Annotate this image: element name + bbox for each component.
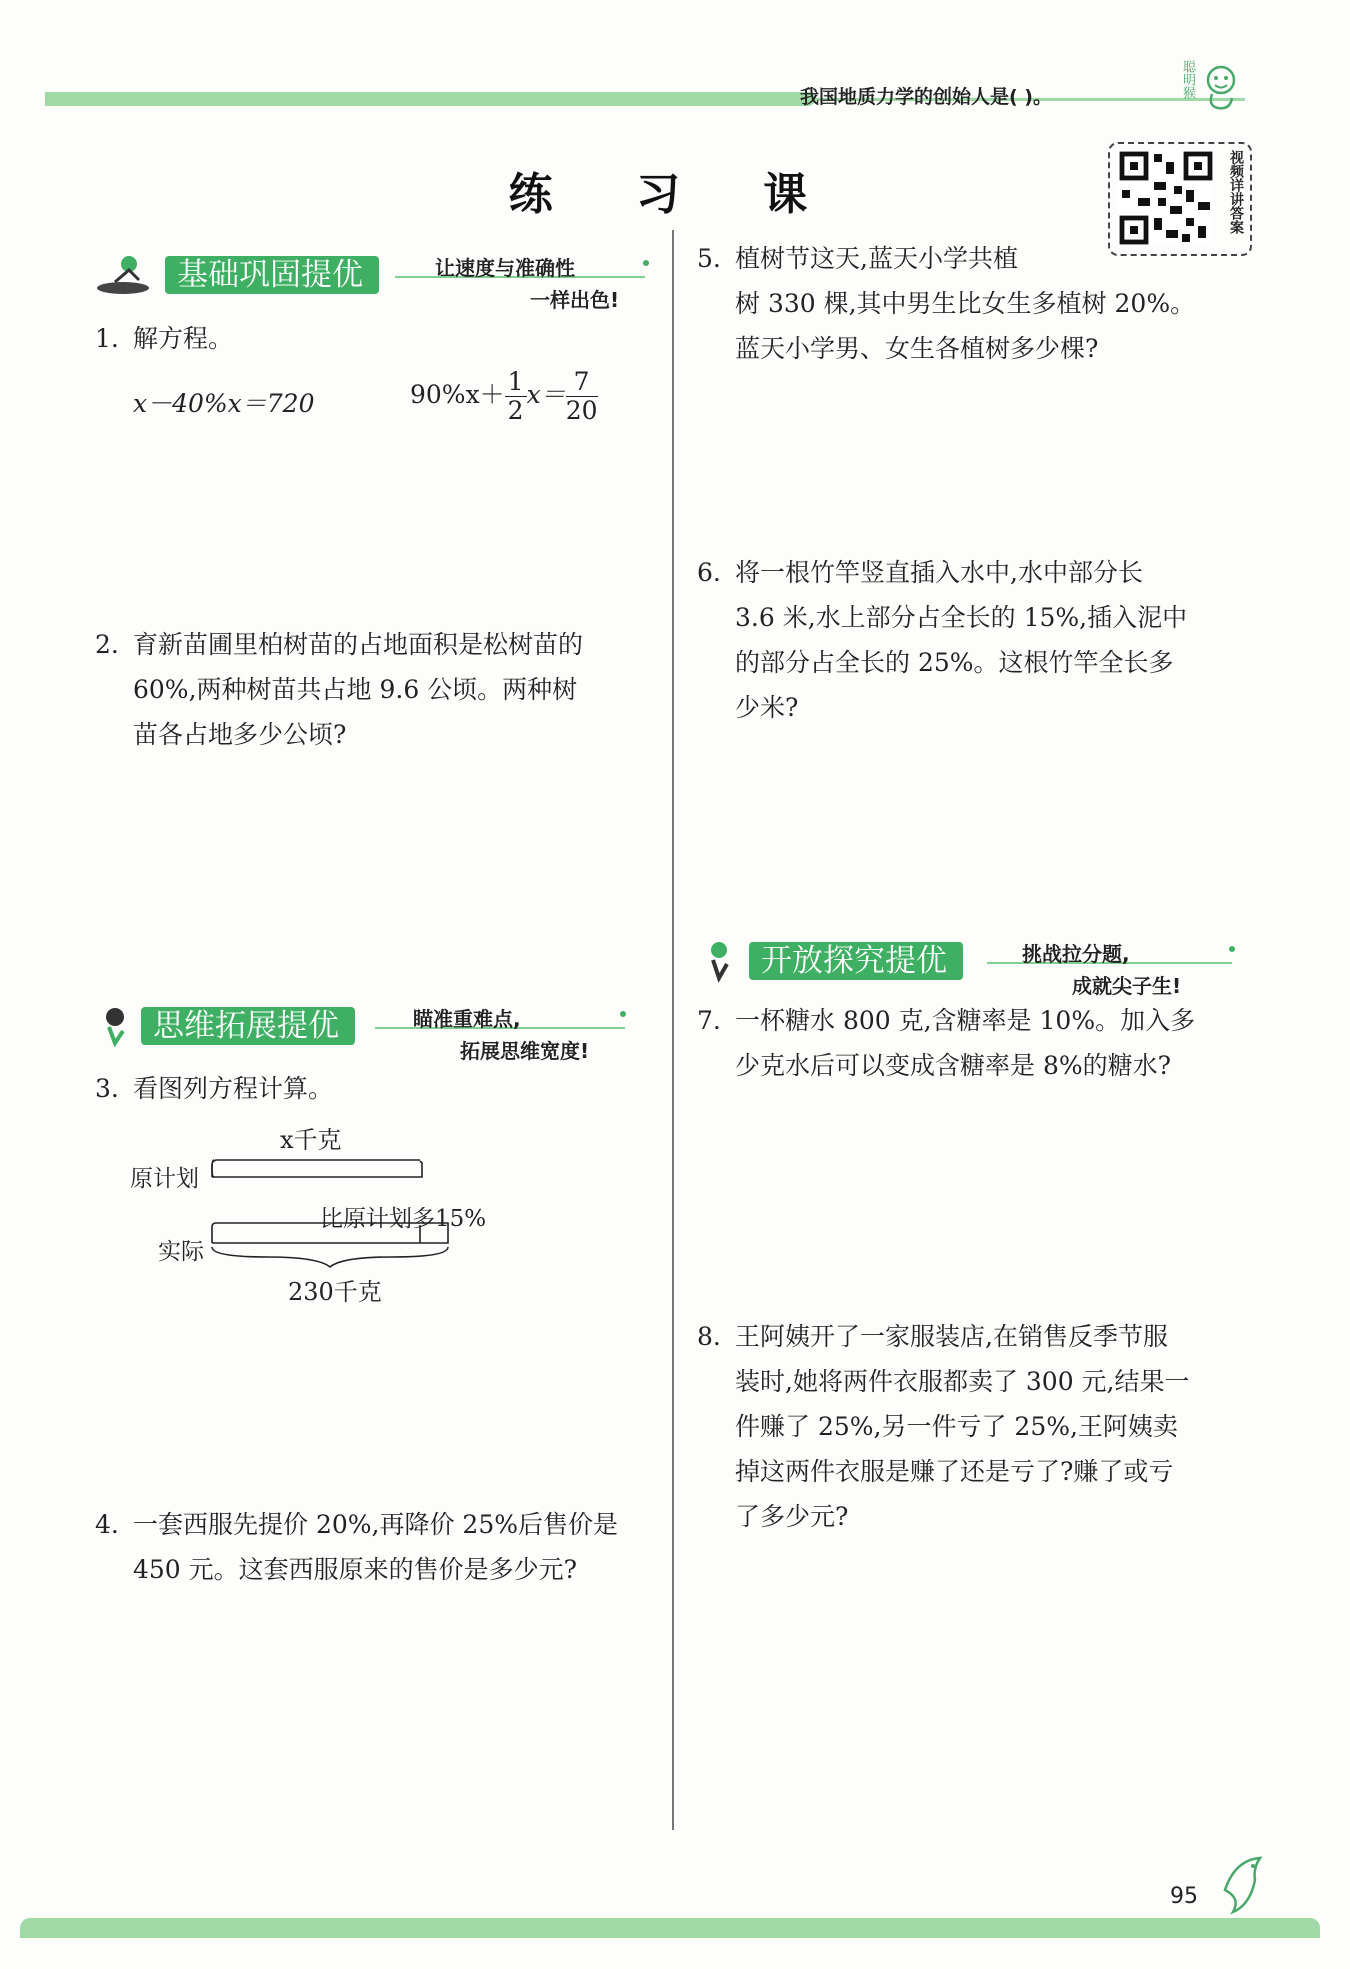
question-line: 的部分占全长的 25%。这根竹竿全长多 [735,648,1174,677]
brand-logo [1170,56,1250,126]
header-question: 我国地质力学的创始人是( )。 [800,86,1052,108]
section-slogan-open-1: 挑战拉分题, [1022,942,1130,966]
fraction-numerator: 7 [566,368,598,397]
section-banner-thinking [95,1003,635,1063]
equation-2 [410,368,598,425]
question-8 [697,1314,1277,1539]
page-title: 练 习 课 [508,169,842,220]
label-x-kg: x千克 [280,1126,342,1154]
question-text: 看图列方程计算。 [133,1074,334,1103]
section-banner-basic [95,252,655,312]
question-line: 3.6 米,水上部分占全长的 15%,插入泥中 [735,603,1188,632]
banner-dot [1229,946,1235,952]
column-divider [672,230,674,1830]
question-line: 王阿姨开了一家服装店,在销售反季节服 [735,1322,1168,1351]
label-more-15: 比原计划多15% [320,1206,487,1232]
question-number: 1. [95,324,119,353]
question-3 [95,1066,333,1111]
equation-2-prefix: 90%x＋ [410,380,505,409]
question-number: 2. [95,630,119,659]
question-line: 少克水后可以变成含糖率是 8%的糖水? [735,1051,1172,1080]
fraction-denominator: 20 [565,396,598,425]
page-number: 95 [1170,1884,1198,1909]
section-slogan-basic-1: 让速度与准确性 [435,256,575,280]
segment-diagram [130,1115,510,1305]
question-line: 一杯糖水 800 克,含糖率是 10%。加入多 [735,1006,1196,1035]
question-number: 6. [697,558,721,587]
question-number: 8. [697,1322,721,1351]
qr-code-icon[interactable] [1118,150,1214,246]
section-slogan-thinking-2: 拓展思维宽度! [460,1039,590,1063]
question-line: 一套西服先提价 20%,再降价 25%后售价是 [133,1510,618,1539]
question-line: 植树节这天,蓝天小学共植 [735,244,1018,273]
question-number: 3. [95,1074,119,1103]
fraction-numerator: 1 [505,368,527,397]
question-line: 少米? [735,693,799,722]
question-line: 苗各占地多少公顷? [133,720,347,749]
question-line: 蓝天小学男、女生各植树多少棵? [735,334,1099,363]
question-line: 60%,两种树苗共占地 9.6 公顷。两种树 [133,675,578,704]
mascot-explorer-icon [697,938,753,984]
section-title-open: 开放探究提优 [749,942,963,980]
question-7 [697,998,1277,1088]
question-line: 树 330 棵,其中男生比女生多植树 20%。 [735,289,1196,318]
question-line: 育新苗圃里柏树苗的占地面积是松树苗的 [133,630,584,659]
fraction-denominator: 2 [507,396,524,425]
question-line: 装时,她将两件衣服都卖了 300 元,结果一 [735,1367,1190,1396]
section-title-thinking: 思维拓展提优 [141,1007,355,1045]
monkey-icon [1200,62,1242,112]
question-6 [697,550,1277,730]
question-text: 解方程。 [133,324,234,353]
question-4 [95,1502,665,1592]
section-slogan-open-2: 成就尖子生! [1072,974,1182,998]
footer-bar [20,1918,1320,1938]
question-line: 掉这两件衣服是赚了还是亏了?赚了或亏 [735,1457,1174,1486]
question-number: 5. [697,244,721,273]
label-230-kg: 230千克 [288,1278,382,1306]
label-plan: 原计划 [130,1166,199,1192]
question-line: 450 元。这套西服原来的售价是多少元? [133,1555,578,1584]
equation-1: x－40%x＝720 [133,389,315,418]
question-5 [697,236,1277,371]
section-title-basic: 基础巩固提优 [165,256,379,294]
question-2 [95,622,665,757]
fraction-half [505,368,527,425]
question-line: 件赚了 25%,另一件亏了 25%,王阿姨卖 [735,1412,1178,1441]
question-line: 将一根竹竿竖直插入水中,水中部分长 [735,558,1143,587]
question-number: 7. [697,1006,721,1035]
label-actual: 实际 [158,1239,204,1265]
question-number: 4. [95,1510,119,1539]
header-rule [45,98,1245,101]
banner-dot [620,1011,626,1017]
section-slogan-thinking-1: 瞄准重难点, [413,1007,521,1031]
question-1 [95,316,233,361]
section-banner-open [697,938,1242,998]
qr-label: 视频详讲答案 [1228,150,1244,234]
brand-text: 聪明猴 [1180,60,1195,99]
mascot-skater-icon [95,252,151,298]
dolphin-icon [1215,1850,1275,1920]
section-slogan-basic-2: 一样出色! [530,288,620,312]
banner-dot [643,260,649,266]
fraction-seven-twentieths [566,368,598,425]
question-line: 了多少元? [735,1502,849,1531]
equation-2-mid: x＝ [526,380,566,409]
